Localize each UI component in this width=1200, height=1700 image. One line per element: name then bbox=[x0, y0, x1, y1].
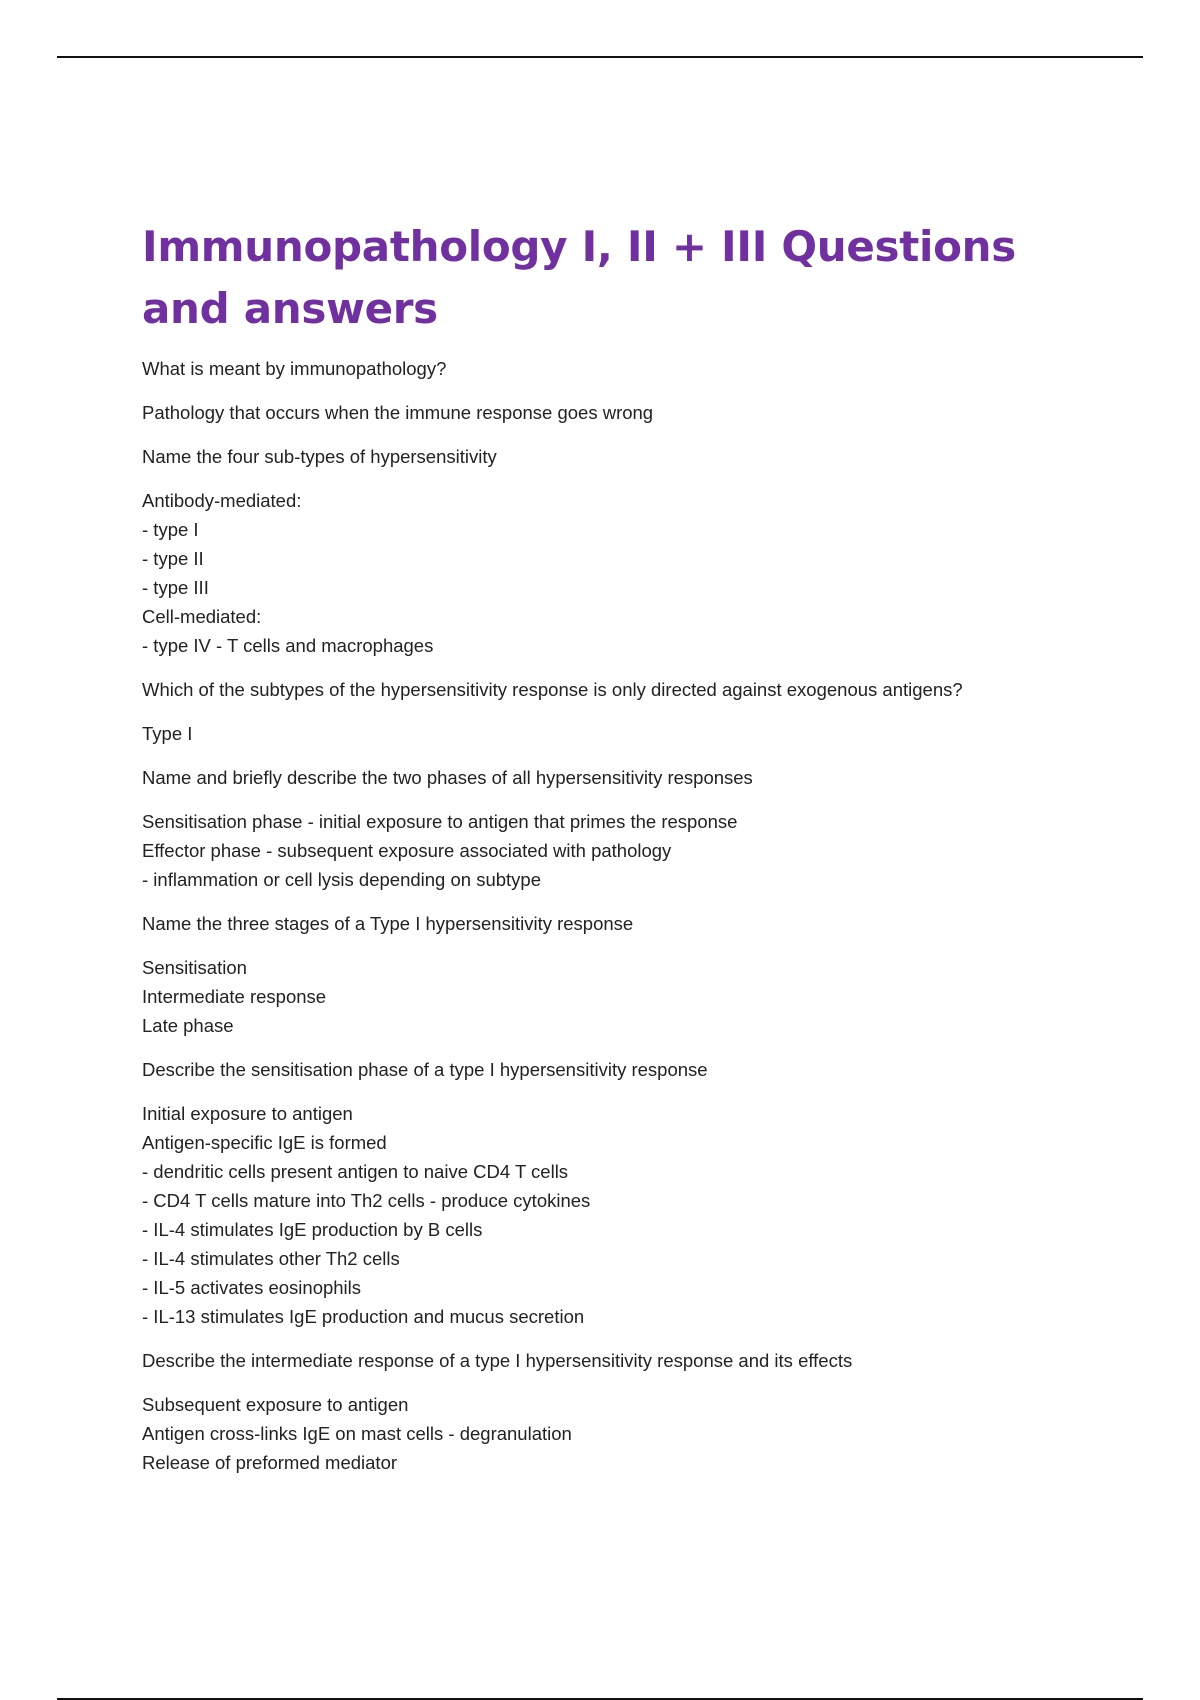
text-line: Sensitisation phase - initial exposure to antigen that primes the response bbox=[142, 811, 738, 832]
text-line: - type II bbox=[142, 548, 204, 569]
qa-block bbox=[142, 398, 1082, 427]
text-line: Sensitisation bbox=[142, 957, 247, 978]
text-line: - IL-4 stimulates other Th2 cells bbox=[142, 1248, 400, 1269]
text-line: - type III bbox=[142, 577, 209, 598]
qa-list bbox=[142, 354, 1082, 1477]
document-body bbox=[142, 216, 1082, 1492]
document-title: Immunopathology I, II + III Questions and answers bbox=[142, 222, 1016, 333]
qa-block bbox=[142, 1346, 1082, 1375]
qa-block bbox=[142, 763, 1082, 792]
qa-block bbox=[142, 1055, 1082, 1084]
text-line: Name and briefly describe the two phases of all hypersensitivity responses bbox=[142, 767, 753, 788]
text-line: Type I bbox=[142, 723, 193, 744]
text-line: Antigen-specific IgE is formed bbox=[142, 1132, 387, 1153]
text-line: Effector phase - subsequent exposure associated with pathology bbox=[142, 840, 672, 861]
text-line: Initial exposure to antigen bbox=[142, 1103, 353, 1124]
text-line: - IL-13 stimulates IgE production and mucus secretion bbox=[142, 1306, 585, 1327]
text-line: - dendritic cells present antigen to naive CD4 T cells bbox=[142, 1161, 569, 1182]
text-line: Name the four sub-types of hypersensitivity bbox=[142, 446, 497, 467]
text-line: - type IV - T cells and macrophages bbox=[142, 635, 434, 656]
qa-block bbox=[142, 953, 1082, 1040]
text-line: Describe the intermediate response of a type I hypersensitivity response and its effects bbox=[142, 1350, 853, 1371]
text-line: Release of preformed mediator bbox=[142, 1452, 398, 1473]
text-line: Late phase bbox=[142, 1015, 234, 1036]
text-line: - type I bbox=[142, 519, 199, 540]
qa-block bbox=[142, 909, 1082, 938]
text-line: Name the three stages of a Type I hypersensitivity response bbox=[142, 913, 634, 934]
text-line: Intermediate response bbox=[142, 986, 327, 1007]
text-line: Subsequent exposure to antigen bbox=[142, 1394, 409, 1415]
text-line: - IL-4 stimulates IgE production by B cells bbox=[142, 1219, 483, 1240]
text-line: Which of the subtypes of the hypersensitivity response is only directed against exogenous antigens? bbox=[142, 679, 963, 700]
qa-block bbox=[142, 807, 1082, 894]
header-rule bbox=[57, 56, 1143, 58]
text-line: - inflammation or cell lysis depending on subtype bbox=[142, 869, 541, 890]
text-line: Describe the sensitisation phase of a type I hypersensitivity response bbox=[142, 1059, 708, 1080]
qa-block bbox=[142, 442, 1082, 471]
text-line: Pathology that occurs when the immune response goes wrong bbox=[142, 402, 654, 423]
qa-block bbox=[142, 1390, 1082, 1477]
qa-block bbox=[142, 486, 1082, 660]
qa-block bbox=[142, 1099, 1082, 1331]
qa-block bbox=[142, 354, 1082, 383]
qa-block bbox=[142, 675, 1082, 704]
text-line: - IL-5 activates eosinophils bbox=[142, 1277, 362, 1298]
text-line: Antigen cross-links IgE on mast cells - degranulation bbox=[142, 1423, 572, 1444]
text-line: What is meant by immunopathology? bbox=[142, 358, 447, 379]
qa-block bbox=[142, 719, 1082, 748]
text-line: - CD4 T cells mature into Th2 cells - produce cytokines bbox=[142, 1190, 591, 1211]
text-line: Cell-mediated: bbox=[142, 606, 262, 627]
text-line: Antibody-mediated: bbox=[142, 490, 302, 511]
